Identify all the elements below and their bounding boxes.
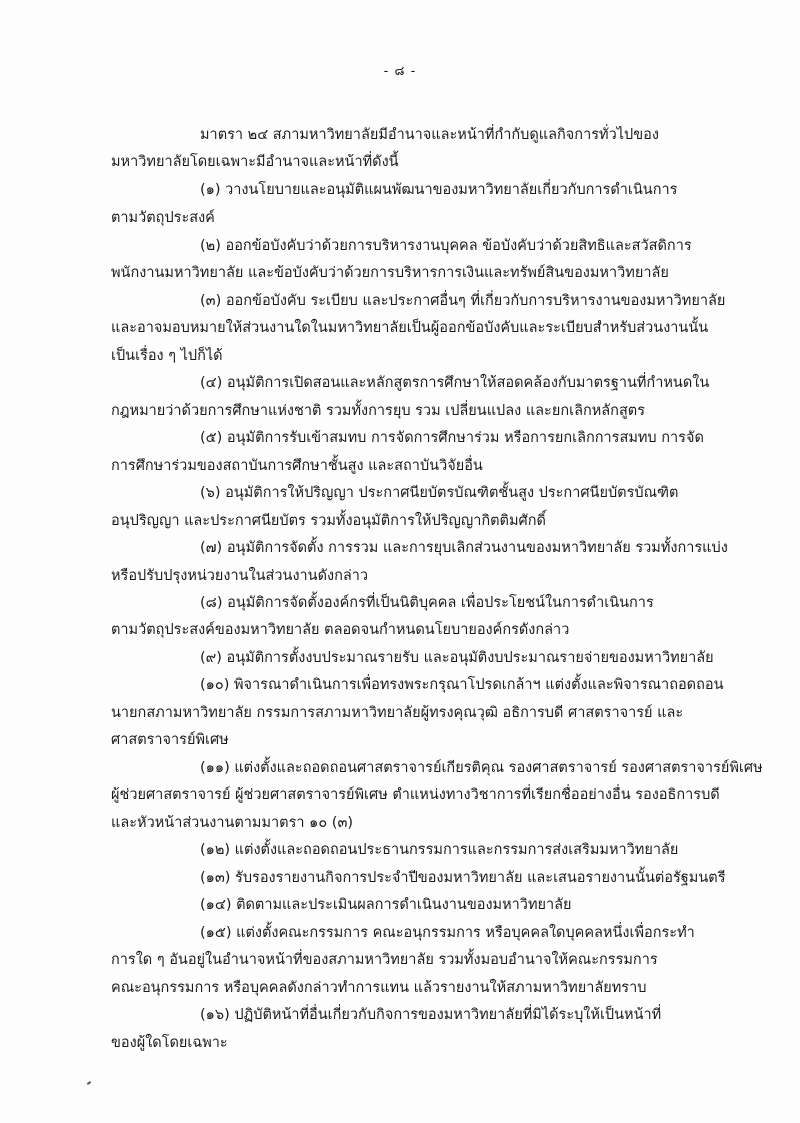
item-4-line: กฎหมายว่าด้วยการศึกษาแห่งชาติ รวมทั้งการยุบ รวม เปลี่ยนแปลง และยกเลิกหลักสูตร bbox=[111, 403, 646, 419]
item-5-line: (๕) อนุมัติการรับเข้าสมทบ การจัดการศึกษาร่วม หรือการยกเลิกการสมทบ การจัด bbox=[200, 430, 704, 446]
item-16-line: (๑๖) ปฏิบัติหน้าที่อื่นเกี่ยวกับกิจการของมหาวิทยาลัยที่มิได้ระบุให้เป็นหน้าที่ bbox=[200, 1007, 662, 1023]
item-3-line: เป็นเรื่อง ๆ ไปก็ได้ bbox=[111, 348, 223, 364]
item-12-line: (๑๒) แต่งตั้งและถอดถอนประธานกรรมการและกรรมการส่งเสริมมหาวิทยาลัย bbox=[200, 842, 679, 858]
item-1-line: ตามวัตถุประสงค์ bbox=[111, 210, 215, 226]
item-8-line: ตามวัตถุประสงค์ของมหาวิทยาลัย ตลอดจนกำหนดนโยบายองค์กรดังกล่าว bbox=[111, 622, 570, 638]
item-4-line: (๔) อนุมัติการเปิดสอนและหลักสูตรการศึกษาให้สอดคล้องกับมาตรฐานที่กำหนดใน bbox=[200, 375, 710, 391]
item-7-line: หรือปรับปรุงหน่วยงานในส่วนงานดังกล่าว bbox=[111, 568, 369, 584]
item-16-line: ของผู้ใดโดยเฉพาะ bbox=[111, 1035, 228, 1051]
item-11-line: และหัวหน้าส่วนงานตามมาตรา ๑๐ (๓) bbox=[111, 815, 354, 831]
scan-artifact bbox=[87, 1081, 91, 1085]
item-10-line: ศาสตราจารย์พิเศษ bbox=[111, 732, 229, 748]
item-14-line: (๑๔) ติดตามและประเมินผลการดำเนินงานของมหาวิทยาลัย bbox=[200, 897, 572, 913]
section-24-heading: มาตรา ๒๔ สภามหาวิทยาลัยมีอำนาจและหน้าที่กำกับดูแลกิจการทั่วไปของ bbox=[200, 127, 659, 143]
page-number: - ๘ - bbox=[383, 64, 417, 79]
item-2-line: (๒) ออกข้อบังคับว่าด้วยการบริหารงานบุคคล ข้อบังคับว่าด้วยสิทธิและสวัสดิการ bbox=[200, 238, 692, 254]
item-10-line: นายกสภามหาวิทยาลัย กรรมการสภามหาวิทยาลัยผู้ทรงคุณวุฒิ อธิการบดี ศาสตราจารย์ และ bbox=[111, 705, 684, 721]
item-15-line: การใด ๆ อันอยู่ในอำนาจหน้าที่ของสภามหาวิทยาลัย รวมทั้งมอบอำนาจให้คณะกรรมการ bbox=[111, 952, 658, 968]
item-6-line: อนุปริญญา และประกาศนียบัตร รวมทั้งอนุมัติการให้ปริญญากิตติมศักดิ์ bbox=[111, 513, 546, 529]
item-3-line: และอาจมอบหมายให้ส่วนงานใดในมหาวิทยาลัยเป็นผู้ออกข้อบังคับและระเบียบสำหรับส่วนงานนั้น bbox=[111, 320, 709, 336]
item-1-line: (๑) วางนโยบายและอนุมัติแผนพัฒนาของมหาวิทยาลัยเกี่ยวกับการดำเนินการ bbox=[200, 182, 678, 198]
item-11-line: (๑๑) แต่งตั้งและถอดถอนศาสตราจารย์เกียรติคุณ รองศาสตราจารย์ รองศาสตราจารย์พิเศษ bbox=[200, 760, 763, 776]
item-8-line: (๘) อนุมัติการจัดตั้งองค์กรที่เป็นนิติบุคคล เพื่อประโยชน์ในการดำเนินการ bbox=[200, 595, 654, 611]
item-15-line: คณะอนุกรรมการ หรือบุคคลดังกล่าวทำการแทน แล้วรายงานให้สภามหาวิทยาลัยทราบ bbox=[111, 980, 647, 996]
item-3-line: (๓) ออกข้อบังคับ ระเบียบ และประกาศอื่นๆ ที่เกี่ยวกับการบริหารงานของมหาวิทยาลัย bbox=[200, 293, 726, 309]
paragraph-line: มหาวิทยาลัยโดยเฉพาะมีอำนาจและหน้าที่ดังนี้ bbox=[111, 154, 399, 170]
item-13-line: (๑๓) รับรองรายงานกิจการประจำปีของมหาวิทยาลัย และเสนอรายงานนั้นต่อรัฐมนตรี bbox=[200, 870, 726, 886]
item-7-line: (๗) อนุมัติการจัดตั้ง การรวม และการยุบเลิกส่วนงานของมหาวิทยาลัย รวมทั้งการแบ่ง bbox=[200, 540, 728, 556]
item-15-line: (๑๕) แต่งตั้งคณะกรรมการ คณะอนุกรรมการ หรือบุคคลใดบุคคลหนึ่งเพื่อกระทำ bbox=[200, 925, 695, 941]
item-11-line: ผู้ช่วยศาสตราจารย์ ผู้ช่วยศาสตราจารย์พิเศษ ตำแหน่งทางวิชาการที่เรียกชื่ออย่างอื่น รองอธิการบดี bbox=[111, 787, 720, 803]
item-9-line: (๙) อนุมัติการตั้งงบประมาณรายรับ และอนุมัติงบประมาณรายจ่ายของมหาวิทยาลัย bbox=[200, 650, 714, 666]
item-5-line: การศึกษาร่วมของสถาบันการศึกษาชั้นสูง และสถาบันวิจัยอื่น bbox=[111, 458, 483, 474]
item-10-line: (๑๐) พิจารณาดำเนินการเพื่อทรงพระกรุณาโปรดเกล้าฯ แต่งตั้งและพิจารณาถอดถอน bbox=[200, 677, 724, 693]
item-2-line: พนักงานมหาวิทยาลัย และข้อบังคับว่าด้วยการบริหารการเงินและทรัพย์สินของมหาวิทยาลัย bbox=[111, 265, 669, 281]
item-6-line: (๖) อนุมัติการให้ปริญญา ประกาศนียบัตรบัณฑิตชั้นสูง ประกาศนียบัตรบัณฑิต bbox=[200, 485, 679, 501]
